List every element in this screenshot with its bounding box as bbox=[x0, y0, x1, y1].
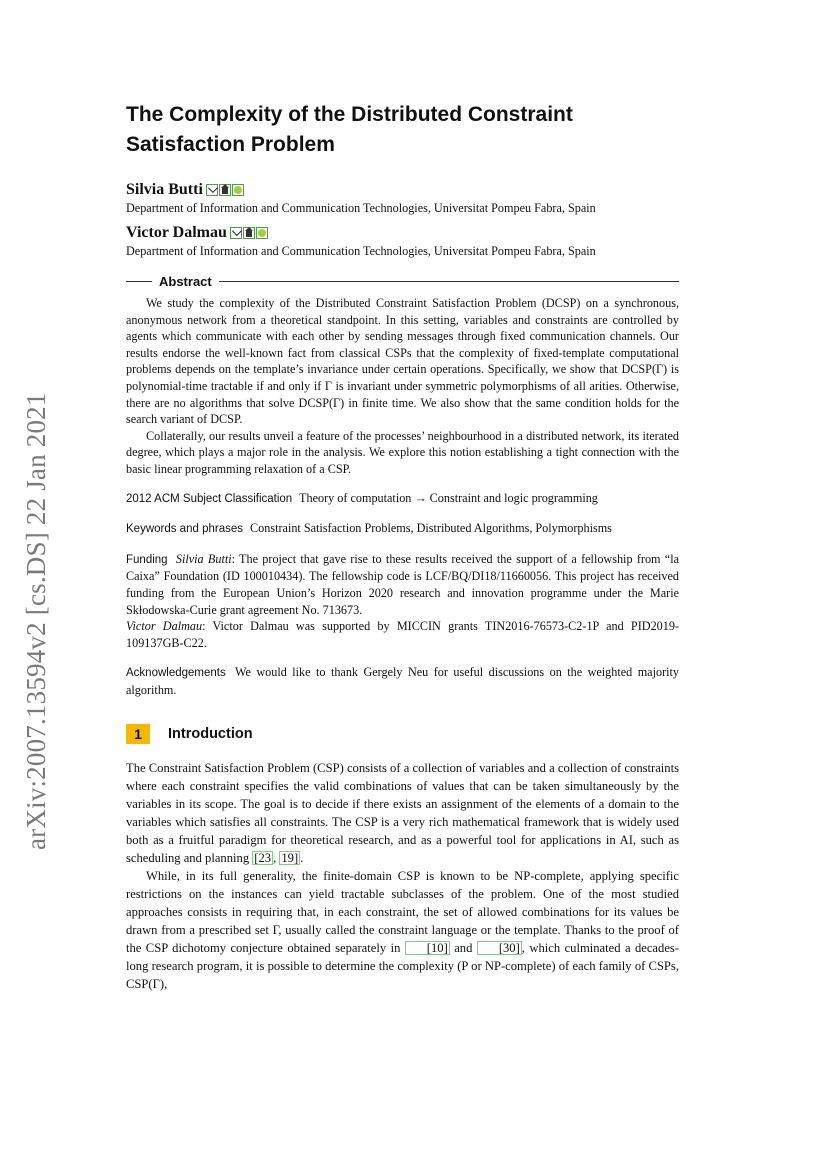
section-title: Introduction bbox=[168, 726, 253, 743]
intro-paragraph-1 bbox=[126, 759, 679, 867]
abstract-heading bbox=[126, 274, 679, 289]
citation-link[interactable]: [30] bbox=[477, 941, 522, 955]
acm-classification bbox=[126, 490, 679, 508]
arxiv-identifier: arXiv:2007.13594v2 [cs.DS] 22 Jan 2021 bbox=[21, 392, 51, 850]
email-icon[interactable] bbox=[206, 184, 218, 196]
keywords bbox=[126, 520, 679, 538]
author-block-1 bbox=[126, 180, 679, 217]
keywords-text: Constraint Satisfaction Problems, Distributed Algorithms, Polymorphisms bbox=[250, 521, 612, 536]
home-icon[interactable] bbox=[243, 227, 255, 239]
paper-title bbox=[126, 100, 679, 160]
email-icon[interactable] bbox=[230, 227, 242, 239]
heading-rule bbox=[126, 281, 152, 282]
abstract-paragraph-1: We study the complexity of the Distributed Constraint Satisfaction Problem (DCSP) on a synchronous, anonymous network from a theoretical standpoint. In this setting, variables and constraints are controlled by agents which communicate with each other by sending messages through fixed communication channels. Our results endorse the well-known fact from classical CSPs that the complexity of fixed-template computational problems depends on the template’s invariance under certain operations. Specifically, we show that DCSP(Γ) is polynomial-time tractable if and only if Γ is invariant under symmetric polymorphisms of all arities. Otherwise, there are no algorithms that solve DCSP(Γ) in finite time. We also show that the same condition holds for the search variant of DCSP. bbox=[126, 296, 679, 427]
intro-paragraph-2 bbox=[126, 867, 679, 993]
intro-text: , bbox=[273, 851, 280, 866]
orcid-icon[interactable] bbox=[232, 184, 244, 196]
intro-text: . bbox=[300, 851, 304, 866]
section-number: 1 bbox=[126, 724, 150, 744]
funding-label: Funding bbox=[126, 553, 168, 566]
keywords-label: Keywords and phrases bbox=[126, 523, 243, 536]
introduction-body bbox=[126, 759, 679, 993]
funding-text-2: : Victor Dalmau was supported by MICCIN grants TIN2016-76573-C2-1P and PID2019-109137GB-C22. bbox=[126, 619, 680, 650]
author-name: Victor Dalmau bbox=[126, 224, 227, 241]
author-block-2 bbox=[126, 223, 679, 260]
acknowledgements bbox=[126, 664, 679, 698]
heading-rule bbox=[219, 281, 679, 282]
funding bbox=[126, 551, 679, 652]
abstract-paragraph-2: Collaterally, our results unveil a feature of the processes’ neighbourhood in a distributed network, its iterated degree, which plays a major role in the analysis. We explore this notion establishing a tight connection with the basic linear programming relaxation of a CSP. bbox=[126, 428, 679, 476]
abstract-heading-label: Abstract bbox=[159, 274, 212, 289]
author-affiliation: Department of Information and Communication Technologies, Universitat Pompeu Fabra, Spain bbox=[126, 244, 596, 258]
funding-name-1: Silvia Butti bbox=[175, 551, 232, 566]
acm-label: 2012 ACM Subject Classification bbox=[126, 492, 293, 505]
intro-text: and bbox=[449, 941, 477, 956]
author-name: Silvia Butti bbox=[126, 181, 203, 198]
title-line-1: The Complexity of the Distributed Constraint bbox=[126, 103, 573, 126]
author-affiliation: Department of Information and Communication Technologies, Universitat Pompeu Fabra, Spain bbox=[126, 201, 596, 215]
citation-link[interactable]: 19] bbox=[281, 851, 299, 866]
ack-text: We would like to thank Gergely Neu for useful discussions on the weighted majority algorithm. bbox=[126, 665, 679, 697]
abstract-body bbox=[126, 295, 679, 478]
acm-text: Theory of computation → Constraint and logic programming bbox=[299, 490, 598, 505]
funding-name-2: Victor Dalmau bbox=[126, 619, 203, 634]
orcid-icon[interactable] bbox=[256, 227, 268, 239]
title-line-2: Satisfaction Problem bbox=[126, 133, 335, 156]
intro-text: , which culminated a decades-long research program, it is possible to determine the complexity (P or NP-complete) of each family of CSPs, CSP(Γ), bbox=[126, 941, 679, 992]
section-heading bbox=[126, 724, 679, 744]
citation-link[interactable]: [10] bbox=[405, 941, 450, 955]
intro-text: The Constraint Satisfaction Problem (CSP) consists of a collection of variables and a collection of constraints where each constraint specifies the valid combinations of values that can be taken simultaneously by the variables in its scope. The goal is to decide if there exists an assignment of the elements of a domain to the variables which satisfies all constraints. The CSP is a very rich mathematical framework that is widely used both as a fruitful paradigm for theoretical research, and as a powerful tool for applications in AI, such as scheduling and planning bbox=[126, 761, 679, 866]
intro-text: While, in its full generality, the finite-domain CSP is known to be NP-complete, applying specific restrictions on the instances can yield tractable subclasses of the problem. One of the most studied approaches consists in requiring that, in each constraint, the set of allowed combinations for its values be drawn from a prescribed set Γ, usually called the constraint language or the template. Thanks to the proof of the CSP dichotomy conjecture obtained separately in bbox=[126, 869, 679, 956]
paper-page bbox=[126, 100, 679, 993]
citation-link[interactable]: [23 bbox=[254, 851, 272, 866]
home-icon[interactable] bbox=[219, 184, 231, 196]
ack-label: Acknowledgements bbox=[126, 667, 226, 680]
funding-text-1: : The project that gave rise to these results received the support of a fellowship from “la Caixa” Foundation (ID 100010434). The fellowship code is LCF/BQ/DI18/11660056. This project has received funding from the European Union’s Horizon 2020 research and innovation programme under the Marie Skłodowska-Curie grant agreement No. 713673. bbox=[126, 551, 680, 617]
